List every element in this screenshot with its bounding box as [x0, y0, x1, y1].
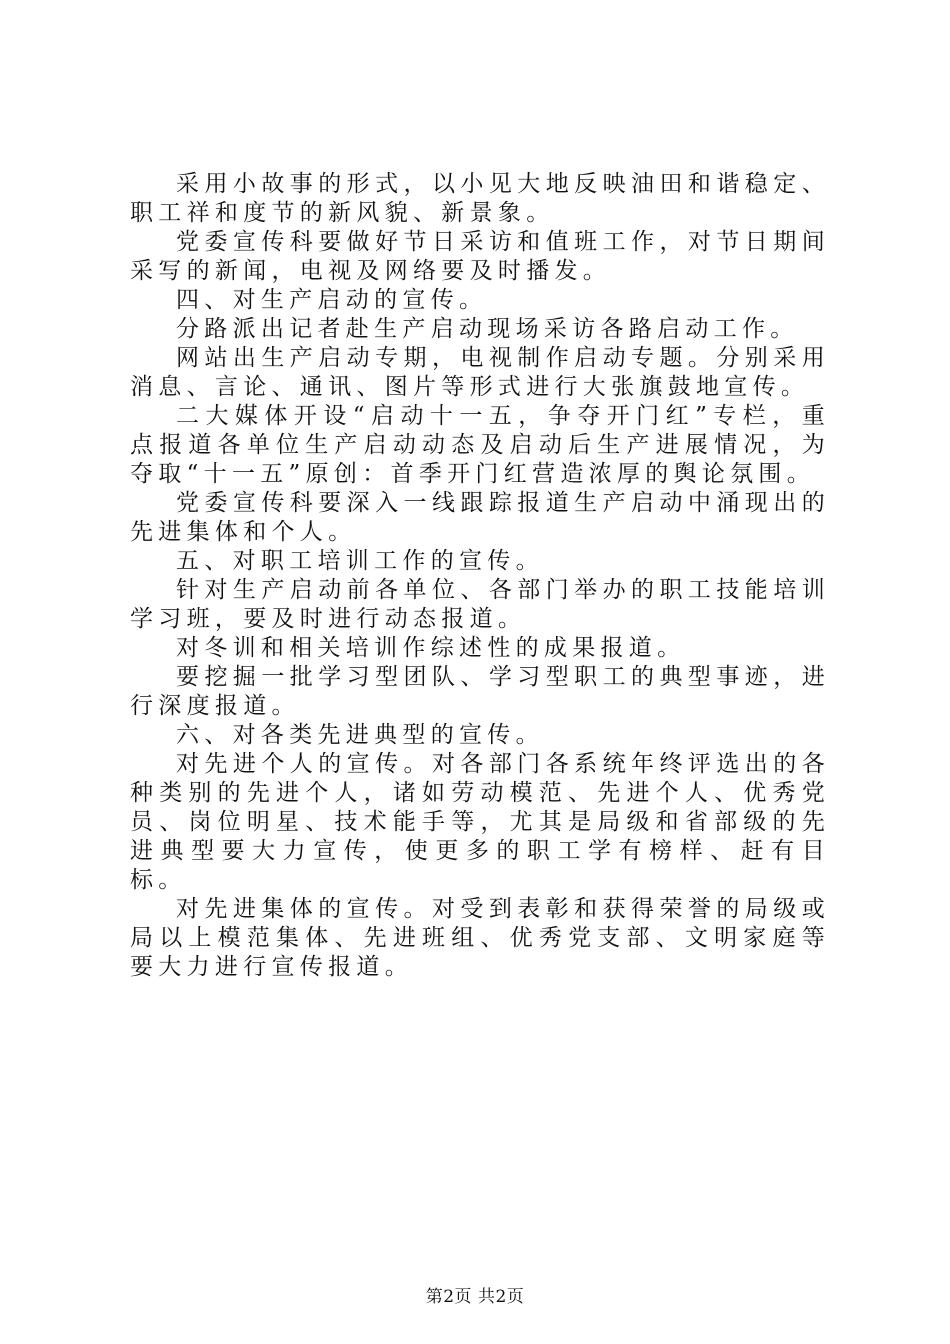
paragraph-4: 网站出生产启动专期，电视制作启动专题。分别采用消息、言论、通讯、图片等形式进行大张旗鼓地宣传。 — [130, 345, 830, 400]
section-heading-6: 六、对各类先进典型的宣传。 — [176, 722, 544, 748]
page-number: 第2页 共2页 — [425, 1287, 525, 1307]
section-heading-4: 四、对生产启动的宣传。 — [176, 287, 488, 313]
paragraph-8: 对冬训和相关培训作综述性的成果报道。 — [176, 635, 686, 661]
paragraph-7: 针对生产启动前各单位、各部门举办的职工技能培训学习班，要及时进行动态报道。 — [130, 577, 830, 632]
paragraph-6: 党委宣传科要深入一线跟踪报道生产启动中涌现出的先进集体和个人。 — [130, 490, 830, 545]
section-heading-5: 五、对职工培训工作的宣传。 — [176, 548, 544, 574]
paragraph-5: 二大媒体开设“启动十一五，争夺开门红”专栏，重点报道各单位生产启动动态及启动后生产进展情况，为夺取“十一五”原创：首季开门红营造浓厚的舆论氛围。 — [130, 403, 830, 487]
paragraph-9: 要挖掘一批学习型团队、学习型职工的典型事迹，进行深度报道。 — [130, 664, 830, 719]
page-footer — [0, 1287, 950, 1307]
paragraph-1: 采用小故事的形式，以小见大地反映油田和谐稳定、职工祥和度节的新风貌、新景象。 — [130, 171, 830, 226]
paragraph-10: 对先进个人的宣传。对各部门各系统年终评选出的各种类别的先进个人，诸如劳动模范、先进个人、优秀党员、岗位明星、技术能手等，尤其是局级和省部级的先进典型要大力宣传，使更多的职工学有榜样、赶有目标。 — [130, 751, 830, 893]
paragraph-11: 对先进集体的宣传。对受到表彰和获得荣誉的局级或局以上模范集体、先进班组、优秀党支部、文明家庭等要大力进行宣传报道。 — [130, 896, 830, 980]
document-body — [130, 170, 830, 982]
paragraph-3: 分路派出记者赴生产启动现场采访各路启动工作。 — [176, 316, 799, 342]
paragraph-2: 党委宣传科要做好节日采访和值班工作，对节日期间采写的新闻，电视及网络要及时播发。 — [130, 229, 830, 284]
